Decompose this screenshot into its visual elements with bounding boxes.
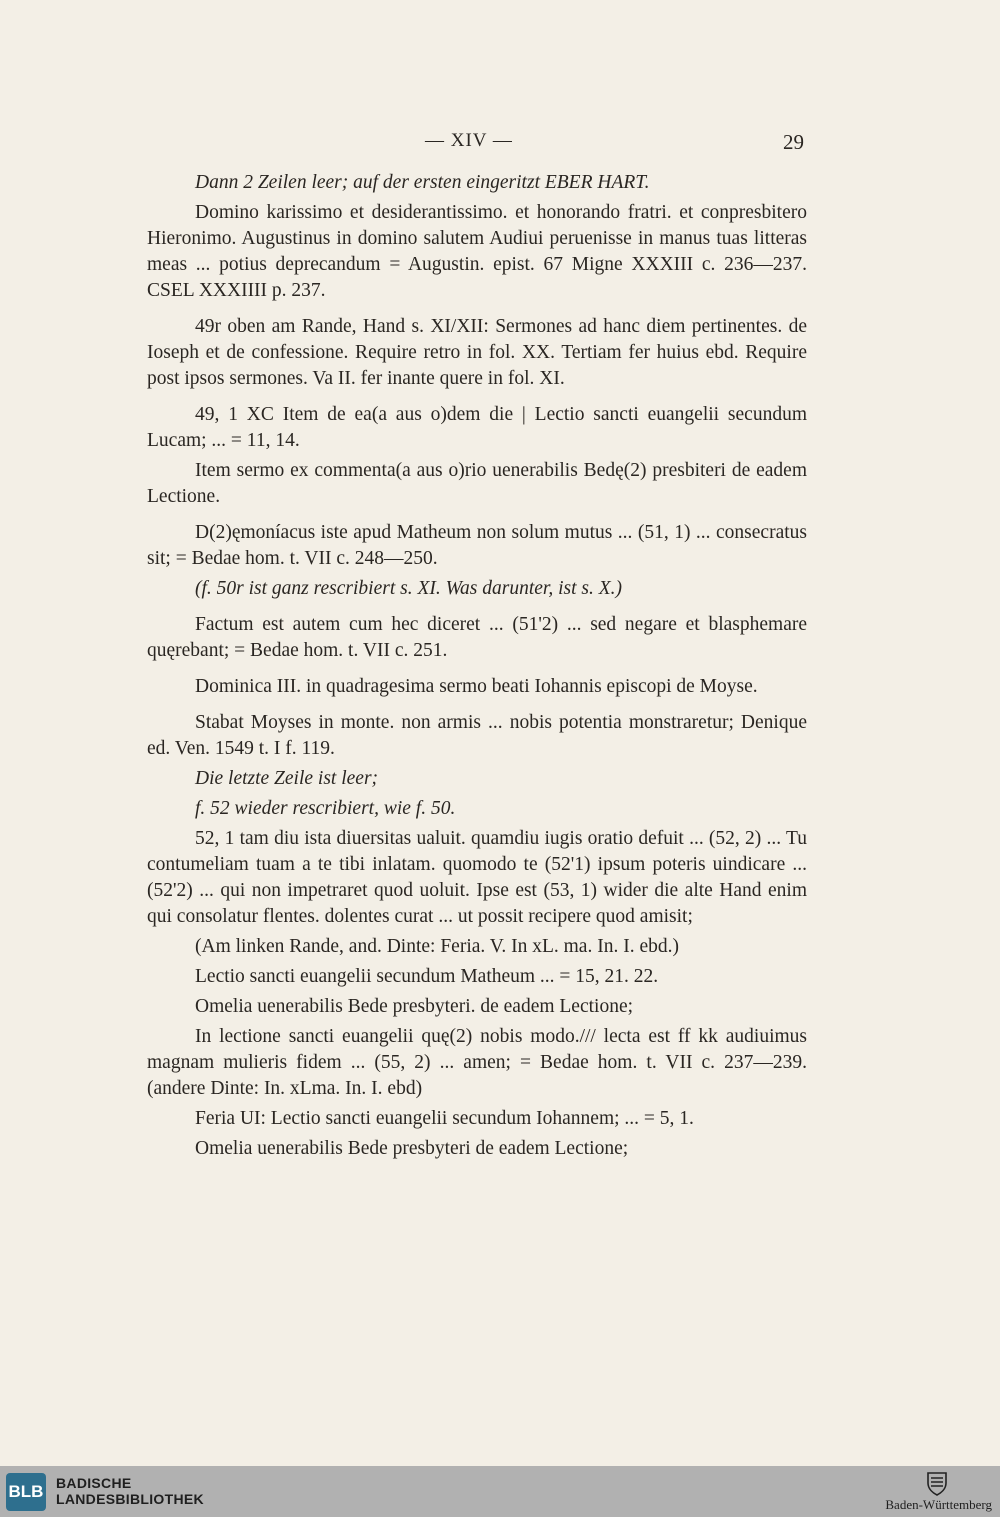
paragraph: Lectio sancti euangelii secundum Matheum ... = 15, 21. 22. (195, 966, 659, 987)
state-label: Baden-Württemberg (885, 1497, 992, 1512)
paragraph: Omelia uenerabilis Bede presbyteri de eadem Lectione; (195, 1138, 629, 1159)
paragraph: Omelia uenerabilis Bede presbyteri. de eadem Lectione; (195, 996, 634, 1017)
paragraph: 49, 1 XC Item de ea(a aus o)dem die | Lectio sancti euangelii secundum Lucam; ... = 11, 14. (147, 404, 807, 451)
paragraph: Feria UI: Lectio sancti euangelii secundum Iohannem; ... = 5, 1. (195, 1108, 694, 1129)
baden-wuerttemberg-crest-icon (926, 1470, 948, 1496)
paragraph: 49r oben am Rande, Hand s. XI/XII: Sermones ad hanc diem pertinentes. de Ioseph et de confessione. Require retro in fol. XX. Tertiam fer huius ebd. Require post ipsos sermones. Va II. fer inante quere in fol. XI. (147, 316, 807, 389)
paragraph: Die letzte Zeile ist leer; (195, 768, 379, 789)
paragraph: Item sermo ex commenta(a aus o)rio uenerabilis Bedę(2) presbiteri de eadem Lectione. (147, 460, 807, 507)
paragraph: Domino karissimo et desiderantissimo. et honorando fratri. et conpresbitero Hieronimo. Augustinus in domino salutem Audiui peruenisse in manus tuas litteras meas ... potius deprecandum = Augustin. epist. 67 Migne XXXIII c. 236—237. CSEL XXXIIII p. 237. (147, 202, 807, 301)
paragraph: In lectione sancti euangelii quę(2) nobis modo./// lecta est ff kk audiuimus magnam mulieris fidem ... (55, 2) ... amen; = Bedae hom. t. VII c. 237—239. (andere Dinte: In. xLma. In. I. ebd) (147, 1026, 807, 1099)
paragraph: Factum est autem cum hec diceret ... (51'2) ... sed negare et blasphemare quęrebant; = Bedae hom. t. VII c. 251. (147, 614, 807, 661)
paragraph: (Am linken Rande, and. Dinte: Feria. V. In xL. ma. In. I. ebd.) (195, 936, 679, 957)
library-name-line1: BADISCHE (56, 1475, 132, 1491)
library-name-line2: LANDESBIBLIOTHEK (56, 1491, 204, 1507)
page-number: 29 (783, 130, 804, 154)
blb-logo-icon[interactable]: BLB (6, 1473, 46, 1511)
paragraph: Stabat Moyses in monte. non armis ... nobis potentia monstraretur; Denique ed. Ven. 1549 t. I f. 119. (147, 712, 807, 759)
paragraph: 52, 1 tam diu ista diuersitas ualuit. quamdiu iugis oratio defuit ... (52, 2) ... Tu contumeliam tuam a te tibi inlatam. quomodo te (52'1) ipsum poteris uindicare ... (52'2) ... qui non impetraret quod uoluit. Ipse est (53, 1) wider die alte Hand enim qui consolatur flentes. dolentes curat ... ut possit recipere quod amisit; (147, 828, 807, 927)
running-head (0, 130, 1000, 154)
paragraph: (f. 50r ist ganz rescribiert s. XI. Was darunter, ist s. X.) (195, 578, 623, 599)
paragraph: f. 52 wieder rescribiert, wie f. 50. (195, 798, 456, 819)
chapter-marker: — XIV — (425, 130, 513, 151)
paragraph: Dann 2 Zeilen leer; auf der ersten eingeritzt EBER HART. (195, 172, 650, 193)
paragraph: Dominica III. in quadragesima sermo beati Iohannis episcopi de Moyse. (195, 676, 758, 697)
paragraph: D(2)ęmoníacus iste apud Matheum non solum mutus ... (51, 1) ... consecratus sit; = Bedae hom. t. VII c. 248—250. (147, 522, 807, 569)
body-text (147, 170, 807, 1166)
footer-bar (0, 1466, 1000, 1517)
library-name (56, 1475, 256, 1507)
